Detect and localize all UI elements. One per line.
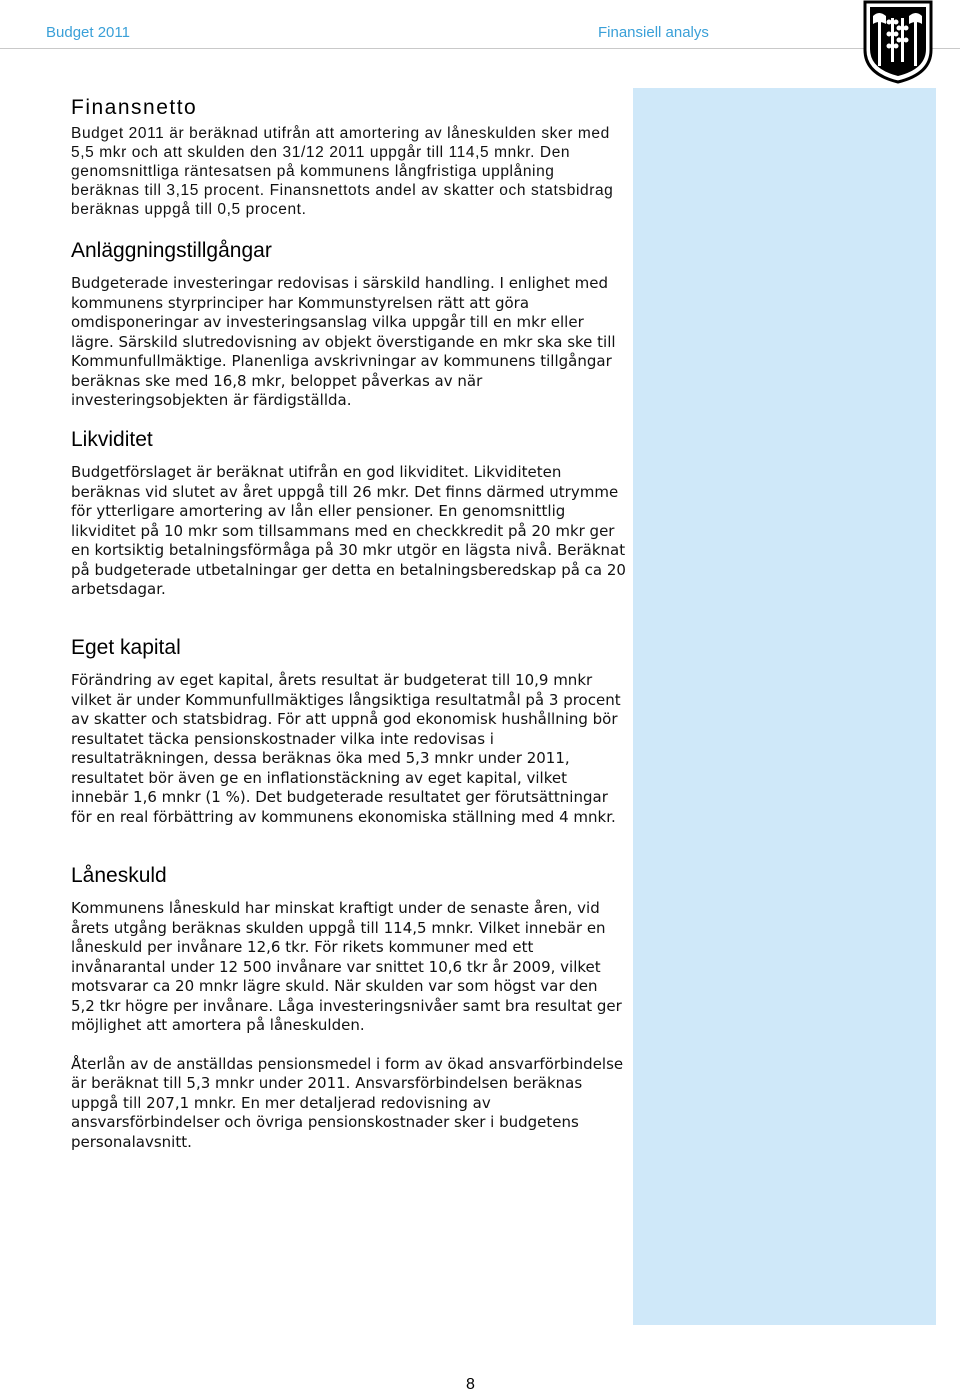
section-likviditet bbox=[71, 428, 626, 600]
section-title: Eget kapital bbox=[71, 636, 181, 659]
header-divider bbox=[0, 48, 960, 49]
section-body: Förändring av eget kapital, årets resultat är budgeterat till 10,9 mnkr vilket är under Kommunfullmäktiges långsiktiga resultatmål på 3 procent av skatter och statsbidrag. För att uppnå god ekonomisk hushållning bör resultatet täcka pensionskostnader vilka inte redovisas i resultaträkningen, dessa beräknas öka med 5,3 mnkr under 2011, resultatet bör även ge en inflationstäckning av eget kapital, vilket innebär 1,6 mnkr (1 %). Det budgeterade resultatet ger förutsättningar för en real förbättring av kommunens ekonomiska ställning med 4 mnkr. bbox=[71, 671, 621, 826]
section-laneskuld bbox=[71, 864, 626, 1152]
section-eget-kapital bbox=[71, 636, 626, 827]
section-finansnetto bbox=[71, 96, 626, 219]
section-body: Budgeterade investeringar redovisas i särskild handling. I enlighet med kommunens styrprinciper har Kommunstyrelsen rätt att göra omdisponeringar av investeringsanslag vilka uppgår till en mkr eller lägre. Särskild slutredovisning av objekt överstigande en mkr ska ske till Kommunfullmäktige. Planenliga avskrivningar av kommunens tillgångar beräknas ske med 16,8 mkr, beloppet påverkas av när investeringsobjekten är färdigställda. bbox=[71, 274, 616, 409]
section-title: Finansnetto bbox=[71, 96, 198, 119]
page-number: 8 bbox=[466, 1376, 475, 1393]
coat-of-arms-icon bbox=[862, 0, 934, 84]
page-header bbox=[0, 0, 960, 70]
section-body-continued: Återlån av de anställdas pensionsmedel i form av ökad ansvarförbindelse är beräknat till 5,3 mnkr under 2011. Ansvarsförbindelsen beräknas uppgå till 207,1 mnkr. En mer detaljerad redovisning av ansvarsförbindelser och övriga pensionskostnader sker i budgetens personalavsnitt. bbox=[71, 1054, 624, 1151]
section-title: Anläggningstillgångar bbox=[71, 239, 272, 262]
section-anlaggningstillgangar bbox=[71, 239, 626, 411]
header-document-title: Budget 2011 bbox=[46, 24, 130, 41]
section-body: Budget 2011 är beräknad utifrån att amortering av låneskulden sker med 5,5 mkr och att skulden den 31/12 2011 uppgår till 114,5 mnkr. Den genomsnittliga räntesatsen på kommunens långfristiga upplåning beräknas till 3,15 procent. Finansnettots andel av skatter och statsbidrag beräknas uppgå till 0,5 procent. bbox=[71, 125, 614, 218]
header-section-title: Finansiell analys bbox=[598, 24, 709, 41]
section-body: Budgetförslaget är beräknat utifrån en god likviditet. Likviditeten beräknas vid slutet av året uppgå till 26 mkr. Det finns därmed utrymme för ytterligare amortering av lån eller pensioner. En genomsnittlig likviditet på 10 mkr som tillsammans med en checkkredit på 20 mkr ger en kortsiktig betalningsförmåga på 30 mkr utgör en lägsta nivå. Beräknat på budgeterade utbetalningar ger detta en betalningsberedskap på ca 20 arbetsdagar. bbox=[71, 463, 626, 598]
section-body: Kommunens låneskuld har minskat kraftigt under de senaste åren, vid årets utgång beräknas skulden uppgå till 114,5 mnkr. Vilket innebär en låneskuld per invånare 12,6 tkr. För rikets kommuner med ett invånarantal under 12 500 invånare var snittet 10,6 tkr år 2009, vilket motsvarar ca 20 mnkr lägre skuld. När skulden var som högst var den 5,2 tkr högre per invånare. Låga investeringsnivåer samt bra resultat ger möjlighet att amortera på låneskulden. bbox=[71, 899, 622, 1034]
sidebar-panel bbox=[633, 88, 936, 1325]
section-title: Låneskuld bbox=[71, 864, 167, 887]
section-title: Likviditet bbox=[71, 428, 153, 451]
